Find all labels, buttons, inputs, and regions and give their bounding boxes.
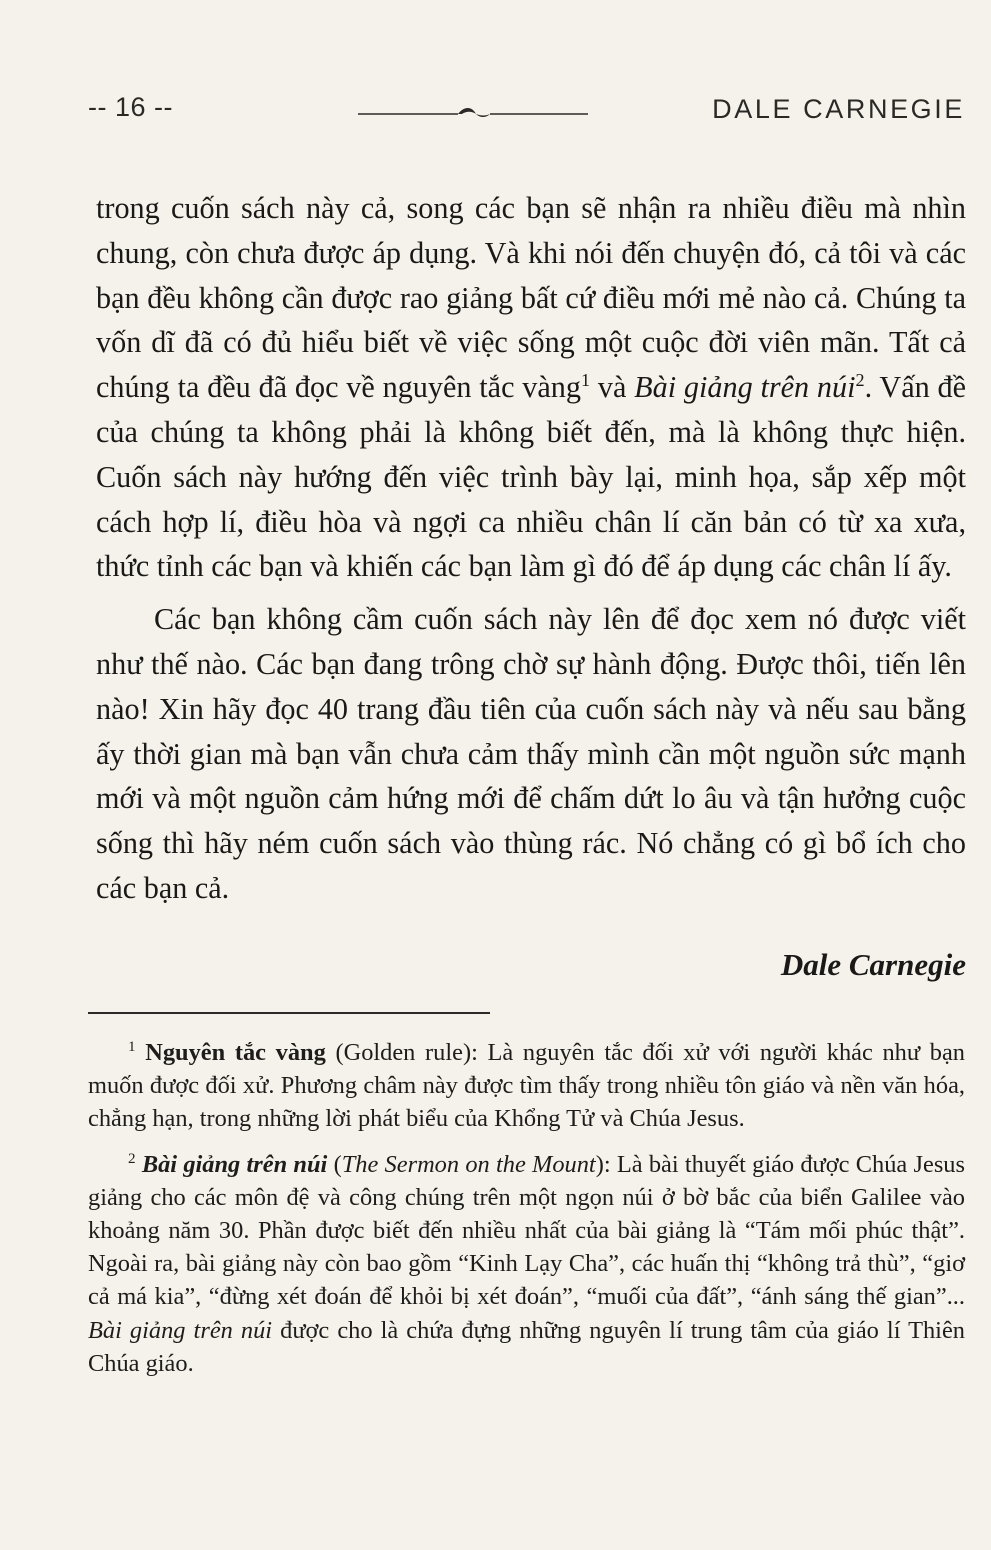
footnote-ref-2: 2 (855, 370, 865, 391)
running-title: DALE CARNEGIE (712, 94, 965, 124)
body-text (96, 186, 966, 983)
footnote-paren: ( (327, 1150, 342, 1178)
italic-title: Bài giảng trên núi (634, 370, 856, 405)
footnote-number: 1 (128, 1038, 136, 1055)
paragraph-1-connector: và (590, 370, 635, 405)
footnote-italic-ref: Bài giảng trên núi (88, 1316, 273, 1344)
signature: Dale Carnegie (780, 946, 966, 982)
leaf-ornament-icon (358, 102, 588, 122)
footnote-text: ): Là bài thuyết giáo được Chúa Jesus giảng cho các môn đệ và công chúng trên một ngọn núi ở bờ bắc của biển Galilee vào khoảng năm 30. Phần được biết đến nhiều nhất của bài giảng là “Tám mối phúc thật”. Ngoài ra, bài giảng này còn bao gồm “Kinh Lạy Cha”, các huấn thị “không trả thù”, “giơ cả má kia”, “đừng xét đoán để khỏi bị xét đoán”, “muối của đất”, “ánh sáng thế gian”... (88, 1150, 965, 1311)
footnote-term-english: (Golden rule) (325, 1039, 472, 1066)
footnote-text-tail: được cho là chứa đựng những nguyên lí trung tâm của giáo lí Thiên Chúa giáo. (88, 1316, 965, 1377)
paragraph-1-text: trong cuốn sách này cả, song các bạn sẽ nhận ra nhiều điều mà nhìn chung, còn chưa được áp dụng. Và khi nói đến chuyện đó, cả tôi và các bạn đều không cần được rao giảng bất cứ điều mới mẻ nào cả. Chúng ta vốn dĩ đã có đủ hiểu biết về việc sống một cuộc đời viên mãn. Tất cả chúng ta đều đã đọc về nguyên tắc vàng (96, 191, 966, 405)
footnote-text: : Là nguyên tắc đối xử với người khác như bạn muốn được đối xử. Phương châm này được tìm thấy trong nhiều tôn giáo và nền văn hóa, chẳng hạn, trong những lời phát biểu của Khổng Tử và Chúa Jesus. (88, 1039, 965, 1133)
footnote-term: Bài giảng trên núi (141, 1150, 328, 1178)
footnote-term-english: The Sermon on the Mount (341, 1150, 596, 1178)
paragraph-1-text-continued: . Vấn đề của chúng ta không phải là không biết đến, mà là không thực hiện. Cuốn sách này hướng đến việc trình bày lại, minh họa, sắp xếp một cách hợp lí, điều hòa và ngợi ca nhiều chân lí căn bản có từ xa xưa, thức tỉnh các bạn và khiến các bạn làm gì đó để áp dụng các chân lí ấy. (96, 370, 966, 584)
footnote-ref-1: 1 (580, 370, 591, 391)
footnote-number: 2 (128, 1150, 136, 1167)
page-header (88, 88, 965, 136)
footnotes (88, 1036, 965, 1392)
paragraph-1 (96, 186, 966, 589)
page-number: -- 16 -- (88, 92, 173, 122)
footnote-2 (88, 1148, 965, 1380)
footnote-term: Nguyên tắc vàng (145, 1039, 326, 1066)
footnote-divider (88, 1012, 490, 1014)
footnote-1 (88, 1036, 965, 1136)
paragraph-2: Các bạn không cầm cuốn sách này lên để đọc xem nó được viết như thế nào. Các bạn đang trông chờ sự hành động. Được thôi, tiến lên nào! Xin hãy đọc 40 trang đầu tiên của cuốn sách này và nếu sau bằng ấy thời gian mà bạn vẫn chưa cảm thấy mình cần một nguồn sức mạnh mới và một nguồn cảm hứng mới để chấm dứt lo âu và tận hưởng cuộc sống thì hãy ném cuốn sách vào thùng rác. Nó chẳng có gì bổ ích cho các bạn cả. (96, 602, 966, 905)
